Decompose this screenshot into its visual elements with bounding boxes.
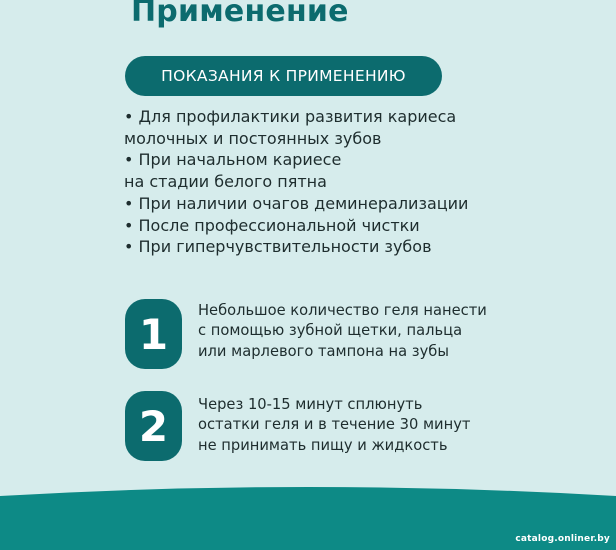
step-2-text bbox=[198, 395, 598, 456]
page-title: Применение bbox=[131, 0, 349, 29]
step-1-number: 1 bbox=[138, 309, 169, 359]
step-2-badge bbox=[125, 391, 182, 461]
indications-line: на стадии белого пятна bbox=[124, 172, 327, 192]
step-1-line: Небольшое количество геля нанести bbox=[198, 302, 487, 319]
step-1-line: или марлевого тампона на зубы bbox=[198, 342, 449, 360]
indications-list bbox=[124, 106, 594, 258]
step-1-text bbox=[198, 301, 598, 362]
indications-line: • При начальном кариесе bbox=[124, 150, 342, 170]
step-1-badge bbox=[125, 299, 182, 369]
watermark-text: catalog.onliner.by bbox=[515, 534, 610, 544]
indications-line: молочных и постоянных зубов bbox=[124, 128, 382, 148]
step-2-line: не принимать пищу и жидкость bbox=[198, 436, 448, 454]
indications-line: • При наличии очагов деминерализации bbox=[124, 193, 469, 213]
step-2-number: 2 bbox=[138, 401, 169, 451]
indications-line: • При гиперчувствительности зубов bbox=[124, 237, 432, 257]
indications-header-label: ПОКАЗАНИЯ К ПРИМЕНЕНИЮ bbox=[161, 67, 406, 85]
step-1-line: с помощью зубной щетки, пальца bbox=[198, 322, 463, 340]
indications-header-pill bbox=[125, 56, 442, 96]
indications-line: • Для профилактики развития кариеса bbox=[124, 107, 457, 126]
step-2-line: остатки геля и в течение 30 минут bbox=[198, 416, 471, 434]
indications-line: • После профессиональной чистки bbox=[124, 215, 420, 235]
step-2-line: Через 10-15 минут сплюнуть bbox=[198, 396, 423, 413]
